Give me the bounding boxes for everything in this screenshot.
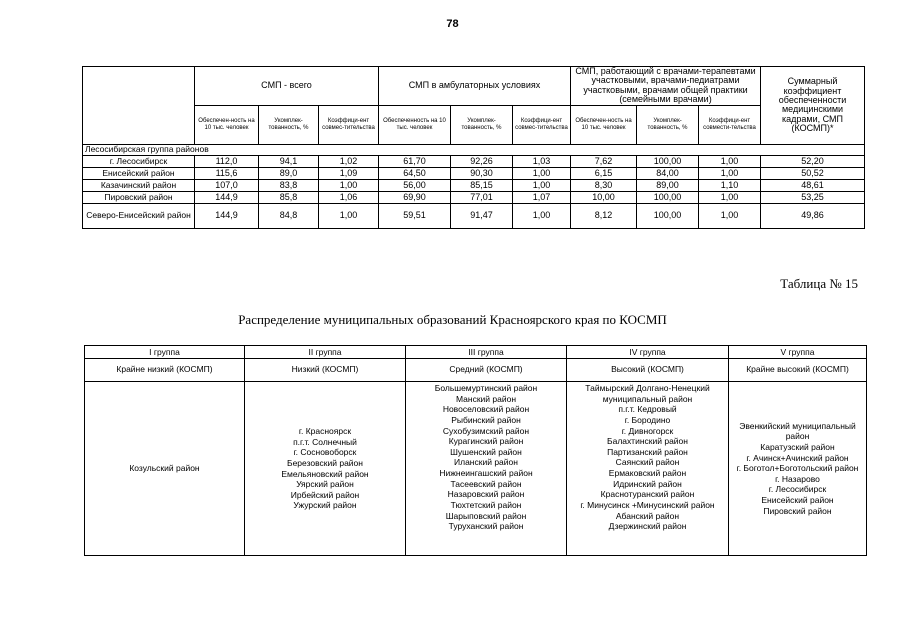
group-header-row	[83, 67, 865, 106]
municipality-item: Пировский район	[763, 505, 832, 516]
municipality-item: г. Назарово	[775, 473, 820, 484]
cell: 84,00	[637, 167, 699, 179]
cell: 85,15	[451, 179, 513, 191]
cell: 49,86	[761, 203, 865, 228]
cell: 1,00	[699, 167, 761, 179]
table-row	[83, 179, 865, 191]
municipality-item: Тюхтетский район	[450, 499, 522, 510]
municipality-item: Тасеевский район	[450, 478, 522, 489]
municipality-item: Туруханский район	[448, 521, 524, 532]
cell: 69,90	[379, 191, 451, 203]
level-label: Крайне низкий (КОСМП)	[85, 359, 245, 382]
group-3-list	[406, 382, 567, 556]
sub-header: Коэффици-ент совмес-тительства	[513, 105, 571, 144]
cell: 1,02	[319, 155, 379, 167]
cell: 112,0	[195, 155, 259, 167]
table-row	[83, 203, 865, 228]
level-row	[85, 359, 867, 382]
cell: 61,70	[379, 155, 451, 167]
group-header: СМП - всего	[195, 67, 379, 106]
group-row	[83, 144, 865, 155]
cell: 89,0	[259, 167, 319, 179]
row-name: Пировский район	[83, 191, 195, 203]
table-row	[83, 191, 865, 203]
cell: 1,00	[699, 155, 761, 167]
sub-header: Обеспечен-ность на 10 тыс. человек	[571, 105, 637, 144]
group-2-list	[245, 382, 406, 556]
group-header: V группа	[729, 346, 867, 359]
cell: 1,07	[513, 191, 571, 203]
sub-header: Обеспечен-ность на 10 тыс. человек	[195, 105, 259, 144]
cell: 1,00	[699, 191, 761, 203]
municipality-item: Березовский район	[287, 457, 363, 468]
municipality-item: Емельяновский район	[281, 468, 369, 479]
sub-header-row	[83, 105, 865, 144]
cell: 50,52	[761, 167, 865, 179]
sub-header: Укомплек-тованность, %	[259, 105, 319, 144]
municipality-item: г. Боготол+Боготольский район	[736, 463, 859, 474]
cell: 64,50	[379, 167, 451, 179]
sub-header: Коэффици-ент совмес-тительства	[319, 105, 379, 144]
row-name: Северо-Енисейский район	[83, 203, 195, 228]
cell: 52,20	[761, 155, 865, 167]
cell: 1,06	[319, 191, 379, 203]
sub-header: Обеспеченность на 10 тыс. человек	[379, 105, 451, 144]
cell: 84,8	[259, 203, 319, 228]
municipality-item: Манский район	[455, 393, 517, 404]
municipality-item: Рыбинский район	[451, 414, 521, 425]
sub-header: Укомплек-тованность, %	[637, 105, 699, 144]
cell: 89,00	[637, 179, 699, 191]
group-header: II группа	[245, 346, 406, 359]
sub-header: Укомплек-тованность, %	[451, 105, 513, 144]
municipality-item: Уярский район	[296, 479, 354, 490]
cell: 1,00	[513, 167, 571, 179]
table-row	[83, 167, 865, 179]
table-row	[83, 155, 865, 167]
cell: 1,10	[699, 179, 761, 191]
municipality-item: Таймырский Долгано-Ненецкий муниципальный район	[585, 383, 710, 404]
cell: 85,8	[259, 191, 319, 203]
municipality-item: Идринский район	[613, 478, 682, 489]
cell: 1,00	[513, 179, 571, 191]
cell: 144,9	[195, 191, 259, 203]
group-1-list	[85, 382, 245, 556]
municipality-item: Козульский район	[129, 463, 200, 474]
cell: 1,00	[319, 203, 379, 228]
group-header: IV группа	[567, 346, 729, 359]
municipality-item: Ужурский район	[293, 500, 357, 511]
cell: 6,15	[571, 167, 637, 179]
cell: 48,61	[761, 179, 865, 191]
cell: 56,00	[379, 179, 451, 191]
group-5-list	[729, 382, 867, 556]
row-name: Енисейский район	[83, 167, 195, 179]
cell: 100,00	[637, 155, 699, 167]
cell: 115,6	[195, 167, 259, 179]
level-label: Высокий (КОСМП)	[567, 359, 729, 382]
cell: 1,03	[513, 155, 571, 167]
municipality-item: п.г.т. Солнечный	[293, 436, 357, 447]
municipality-item: г. Красноярск	[298, 426, 352, 436]
municipality-item: Балахтинский район	[607, 436, 688, 447]
municipalities-row	[85, 382, 867, 556]
municipality-item: Шарыповский район	[445, 510, 527, 521]
table-label: Таблица № 15	[780, 276, 858, 291]
municipality-item: г. Бородино	[624, 414, 671, 425]
group-header: I группа	[85, 346, 245, 359]
municipality-item: Абанский район	[615, 510, 680, 521]
cell: 59,51	[379, 203, 451, 228]
group-label: Лесосибирская группа районов	[83, 144, 865, 155]
municipality-item: Енисейский район	[761, 495, 834, 506]
municipality-item: Нижнеингашский район	[439, 468, 533, 478]
cell: 94,1	[259, 155, 319, 167]
cell: 1,09	[319, 167, 379, 179]
municipality-item: Эвенкийский муниципальный район	[739, 420, 856, 442]
cell: 144,9	[195, 203, 259, 228]
municipality-item: Саянский район	[615, 457, 680, 468]
municipality-item: Новоселовский район	[442, 404, 530, 415]
sub-header: Коэффици-ент совмести-тельства	[699, 105, 761, 144]
cell: 100,00	[637, 191, 699, 203]
row-name: Казачинский район	[83, 179, 195, 191]
cell: 1,00	[699, 203, 761, 228]
cell: 7,62	[571, 155, 637, 167]
level-label: Крайне высокий (КОСМП)	[729, 359, 867, 382]
municipality-item: Ермаковский район	[608, 468, 687, 478]
row-name: г. Лесосибирск	[83, 155, 195, 167]
page-number: 78	[446, 18, 459, 30]
distribution-table	[84, 345, 867, 556]
group-header: СМП, работающий с врачами-терапевтами участковыми, врачами-педиатрами участковыми, врачами общей практики (семейными врачами)	[571, 67, 761, 106]
municipality-item: г. Ачинск+Ачинский район	[746, 452, 849, 463]
group-header: СМП в амбулаторных условиях	[379, 67, 571, 106]
cell: 92,26	[451, 155, 513, 167]
municipality-item: г. Сосновоборск	[293, 447, 357, 458]
municipality-item: п.г.т. Кедровый	[618, 404, 677, 415]
municipality-item: Дзержинский район	[608, 521, 687, 532]
municipality-item: Назаровский район	[447, 489, 525, 500]
group-header: III группа	[406, 346, 567, 359]
document-title: Распределение муниципальных образований Красноярского края по КОСМП	[238, 312, 667, 327]
group-header: Суммарный коэффициент обеспеченности медицинскими кадрами, СМП (КОСМП)*	[761, 67, 865, 145]
municipality-item: Партизанский район	[607, 446, 688, 457]
staffing-table	[82, 66, 865, 229]
cell: 10,00	[571, 191, 637, 203]
cell: 1,00	[513, 203, 571, 228]
municipality-item: Шушенский район	[450, 446, 522, 457]
municipality-item: г. Лесосибирск	[768, 484, 827, 495]
level-label: Средний (КОСМП)	[406, 359, 567, 382]
cell: 8,30	[571, 179, 637, 191]
cell: 90,30	[451, 167, 513, 179]
group-4-list	[567, 382, 729, 556]
cell: 53,25	[761, 191, 865, 203]
cell: 107,0	[195, 179, 259, 191]
municipality-item: Сухобузимский район	[442, 425, 530, 436]
cell: 91,47	[451, 203, 513, 228]
cell: 8,12	[571, 203, 637, 228]
municipality-item: г. Дивногорск	[621, 425, 674, 436]
group-header-row	[85, 346, 867, 359]
cell: 83,8	[259, 179, 319, 191]
municipality-item: г. Минусинск +Минусинский район	[580, 499, 715, 510]
municipality-item: Большемуртинский район	[434, 383, 538, 393]
municipality-item: Курагинский район	[448, 436, 524, 447]
cell: 1,00	[319, 179, 379, 191]
municipality-item: Краснотуранский район	[600, 489, 695, 500]
corner-cell	[83, 67, 195, 145]
municipality-item: Ирбейский район	[290, 489, 360, 500]
cell: 100,00	[637, 203, 699, 228]
municipality-item: Иланский район	[454, 457, 518, 468]
level-label: Низкий (КОСМП)	[245, 359, 406, 382]
cell: 77,01	[451, 191, 513, 203]
municipality-item: Каратузский район	[760, 441, 835, 452]
